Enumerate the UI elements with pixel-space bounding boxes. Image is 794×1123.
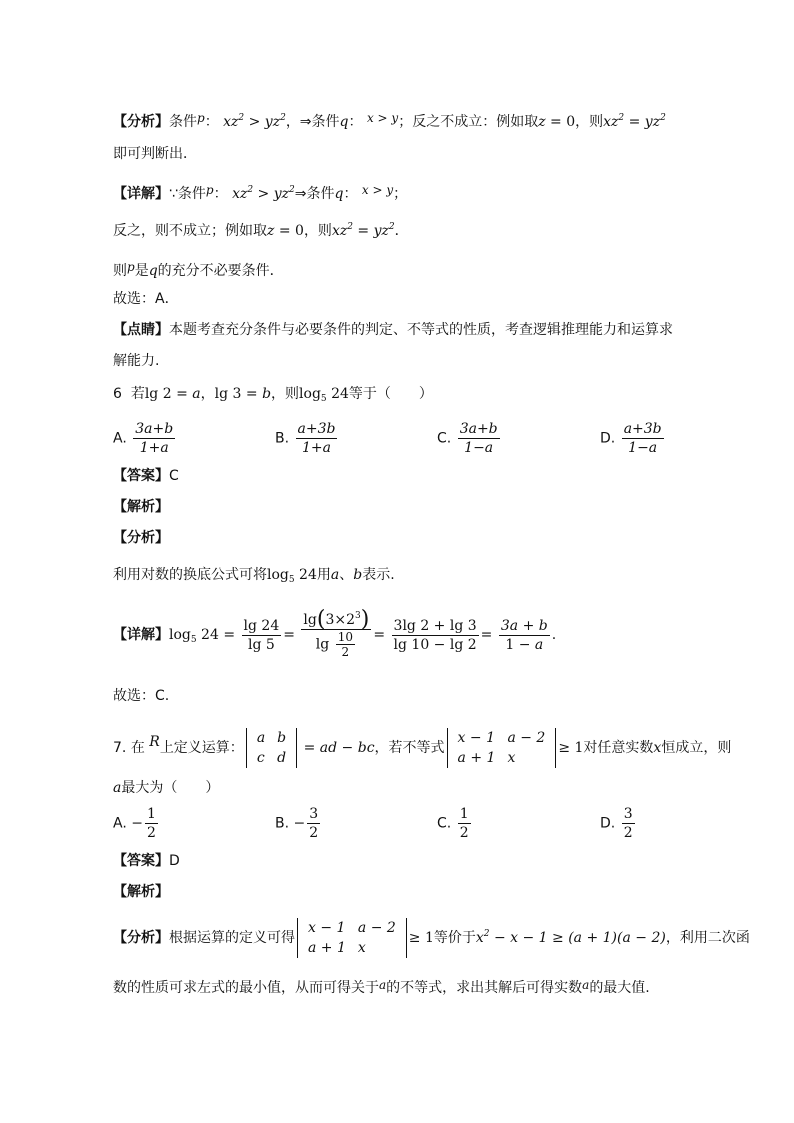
solution-tag: 【解析】 <box>113 499 169 515</box>
math-p: p <box>197 111 205 125</box>
text: 根据运算的定义可得 <box>169 930 295 946</box>
q6-choice: 故选：C. <box>113 688 170 704</box>
numerator: 1 <box>146 806 156 822</box>
q5-comment-line2: 解能力. <box>113 353 160 369</box>
text: 等价于 <box>433 930 476 946</box>
numerator: 3a+b <box>459 421 498 437</box>
text: 在 <box>130 740 145 756</box>
text: 若 <box>130 386 145 402</box>
text: ，则 <box>303 223 332 239</box>
math-z-zero: z <box>538 114 546 130</box>
math-a: a <box>582 978 590 992</box>
text: ，利用二次函 <box>665 930 750 946</box>
q7-option-d[interactable] <box>600 805 637 842</box>
q5-detail-line2: 反之，则不成立；例如取z = 0，则$xz^2 = yz^2$． <box>113 222 409 239</box>
text: ，⇒条件 <box>285 114 340 130</box>
option-label: B. <box>275 815 290 832</box>
answer-value: C <box>169 468 179 484</box>
q7-option-c[interactable] <box>437 805 473 842</box>
math-lg2: lg 2 = a <box>144 386 201 402</box>
text: 表示. <box>362 567 395 583</box>
math-p: p <box>205 183 214 197</box>
option-fraction <box>296 420 338 457</box>
denominator: 2 <box>146 825 156 841</box>
determinant-abcd: a b c d <box>246 728 297 768</box>
math-a: a <box>330 567 340 583</box>
math-x: x <box>653 740 662 756</box>
option-label: D. <box>600 815 616 832</box>
text: 则 <box>113 263 127 279</box>
text: 数的性质可求左式的最小值，从而可得关于 <box>113 980 379 996</box>
q6-analysis-tag <box>113 529 169 547</box>
option-sign: − <box>131 815 143 832</box>
option-fraction <box>458 805 471 842</box>
q6-option-d[interactable] <box>600 420 666 457</box>
math-b: b <box>353 567 363 583</box>
denominator: 1−a <box>464 440 494 456</box>
text: ； <box>393 186 408 202</box>
detail-tag: 【详解】 <box>113 186 169 202</box>
text: 最大为（ ） <box>121 780 220 796</box>
frac-lg3x2cubed: $\lg(3\times 2^3)$ lg $\frac{10}{2}$ <box>303 607 370 659</box>
text: 本题考查充分条件与必要条件的判定、不等式的性质，考查逻辑推理能力和运算求 <box>169 322 673 338</box>
option-sign: − <box>293 815 306 832</box>
text: 是 <box>134 263 149 279</box>
text: 利用对数的换底公式可将 <box>113 567 267 583</box>
option-fraction <box>307 805 320 842</box>
denominator: 1−a <box>628 440 658 456</box>
text: 、 <box>339 567 354 583</box>
option-fraction <box>145 805 158 842</box>
option-label: C. <box>437 430 452 447</box>
q5-analysis-line: 【分析】条件p： $xz^2 > yz^2$，⇒条件q： x > y；反之不成立：例如取z = 0，则$xz^2 = yz^2$ <box>113 111 666 130</box>
answer-tag: 【答案】 <box>113 853 169 869</box>
text: 的不等式，求出其解后可得实数 <box>386 980 583 996</box>
analysis-tag: 【分析】 <box>113 530 169 546</box>
option-fraction <box>622 420 664 457</box>
q7-stem: 7. 在 R上定义运算：a b c d = ad − bc，若不等式x − 1 a − 2 a + 1 x≥ 1对任意实数x恒成立，则 <box>113 730 732 766</box>
text: 对任意实数 <box>583 740 654 756</box>
option-label: B. <box>275 430 290 447</box>
numerator: 3 <box>623 806 633 822</box>
q7-option-a[interactable] <box>113 805 160 842</box>
text: 恒成立，则 <box>661 740 732 756</box>
math-a: a <box>113 780 122 796</box>
q5-analysis-line2: 即可判断出． <box>113 146 197 162</box>
math-x-gt-y: x > y <box>361 183 394 197</box>
math-log5-24: $\log_5 24$ = <box>169 627 236 645</box>
q7-answer <box>113 852 180 870</box>
numerator: 1 <box>459 806 469 822</box>
math-log5-24: $\log_5 24$ <box>299 386 349 404</box>
frac-3lg2-lg3: $\frac{3\lg 2 + \lg 3}{\lg 10 - \lg 2}$ <box>393 617 477 653</box>
text: ， <box>200 386 215 402</box>
option-label: A. <box>113 815 127 832</box>
math-q: q <box>339 114 349 130</box>
comment-tag: 【点睛】 <box>113 322 169 338</box>
analysis-tag: 【分析】 <box>113 930 169 946</box>
option-label: D. <box>600 430 616 447</box>
text: ，若不等式 <box>374 740 445 756</box>
math-p: p <box>127 260 135 274</box>
q6-analysis <box>113 566 395 584</box>
denominator: 2 <box>309 825 319 841</box>
text: ，则 <box>575 114 604 130</box>
text: 的充分不必要条件． <box>157 263 284 279</box>
answer-value: D <box>169 853 180 869</box>
text: 的最大值. <box>589 980 650 996</box>
question-number: 7. <box>113 740 127 756</box>
q6-option-c[interactable] <box>437 420 502 457</box>
text: ；反之不成立：例如取 <box>398 114 539 130</box>
q6-option-a[interactable] <box>113 420 177 457</box>
math-log5-24: $\log_5 24$ <box>267 567 317 585</box>
denominator: 1+a <box>302 440 331 456</box>
denominator: 2 <box>459 825 469 841</box>
q5-comment <box>113 321 673 339</box>
numerator: 3a+b <box>135 421 174 437</box>
frac-result: $\frac{3a + b}{1 - a}$ <box>500 617 548 653</box>
numerator: 3 <box>309 806 319 822</box>
text: 等于（ ） <box>348 386 433 402</box>
q6-solution-tag <box>113 498 169 516</box>
math-equality: $xz^2 = yz^2$ <box>603 113 666 130</box>
math-inequality: $xz^2 > yz^2$ <box>223 113 286 130</box>
text: 用 <box>316 567 331 583</box>
q7-option-b[interactable] <box>275 805 322 842</box>
text: ，则 <box>271 386 300 402</box>
answer-tag: 【答案】 <box>113 468 169 484</box>
text: ： <box>213 186 228 202</box>
text: ∵条件 <box>169 186 206 202</box>
detail-tag: 【详解】 <box>113 627 169 643</box>
text: ： <box>204 114 219 130</box>
text: 上定义运算： <box>159 740 244 756</box>
solution-tag: 【解析】 <box>113 884 169 900</box>
q5-choice: 故选：A． <box>113 291 179 307</box>
q6-option-b[interactable] <box>275 420 339 457</box>
math-inequality: $xz^2 > yz^2$ <box>232 185 295 202</box>
denominator: 2 <box>623 825 633 841</box>
q7-analysis: 【分析】根据运算的定义可得x − 1 a − 2 a + 1 x≥ 1等价于$x^2 - x - 1 \ge (a + 1)(a - 2)$，利用二次函 <box>113 920 750 956</box>
math-z-zero: z <box>267 223 275 239</box>
q7-stem-line2 <box>113 779 219 797</box>
option-fraction <box>622 805 635 842</box>
q6-detail: 【详解】$\log_5 24$ = $\frac{\lg 24}{\lg 5}$ = $\lg(3\times 2^3)$ lg $\frac{10}{2}$ = $\frac{3\lg 2 + \lg 3}{\lg 10 - \lg 2}$ = $\frac{3a + b}{1 - a}$ . <box>113 607 557 659</box>
q7-analysis-line2 <box>113 976 650 997</box>
option-fraction <box>133 420 175 457</box>
math-a: a <box>379 978 387 992</box>
text: 条件 <box>169 114 197 130</box>
text: ： <box>343 186 358 202</box>
text: ： <box>348 114 363 130</box>
option-fraction <box>458 420 500 457</box>
q5-detail-line <box>113 181 407 203</box>
frac-lg24-lg5: $\frac{\lg 24}{\lg 5}$ <box>243 617 280 653</box>
math-q: q <box>334 186 344 202</box>
denominator: 1+a <box>139 440 169 456</box>
q6-stem <box>113 385 433 403</box>
math-x-gt-y: x > y <box>366 111 399 125</box>
option-label: A. <box>113 430 127 447</box>
determinant-x: x − 1 a − 2 a + 1 x <box>297 918 407 958</box>
q7-solution-tag <box>113 883 169 901</box>
numerator: a+3b <box>297 421 336 437</box>
text: ． <box>394 223 409 239</box>
q5-detail-line3 <box>113 258 284 280</box>
math-quadratic: $x^2 - x - 1 \ge (a + 1)(a - 2)$ <box>475 929 666 946</box>
analysis-tag: 【分析】 <box>113 114 169 130</box>
text: 反之，则不成立；例如取 <box>113 223 267 239</box>
math-equality: $xz^2 = yz^2$ <box>331 222 395 239</box>
option-label: C. <box>437 815 452 832</box>
question-number: 6 <box>113 386 122 402</box>
text: ⇒条件 <box>294 186 335 202</box>
math-R: R <box>149 734 160 750</box>
q6-answer <box>113 467 179 485</box>
numerator: a+3b <box>623 421 662 437</box>
math-lg3: lg 3 = b <box>214 386 272 402</box>
math-q: q <box>148 263 158 279</box>
determinant-x: x − 1 a − 2 a + 1 x <box>447 728 557 768</box>
